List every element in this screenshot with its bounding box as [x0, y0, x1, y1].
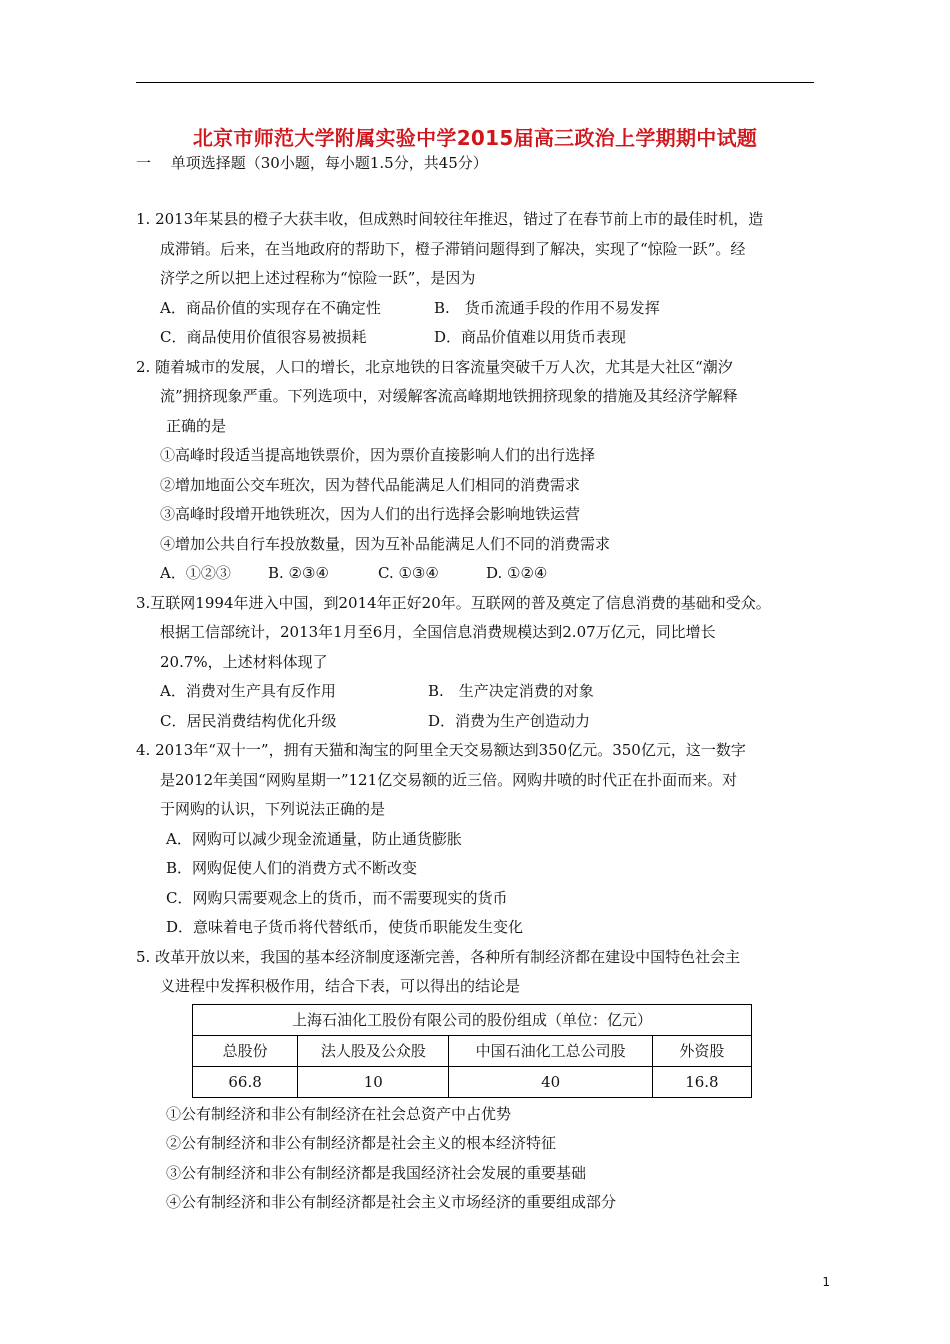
- table-header-row: [193, 1035, 752, 1066]
- table-row: [193, 1066, 752, 1097]
- option-d: D．商品价值难以用货币表现: [434, 328, 627, 346]
- table-header-cell: 外资股: [652, 1035, 751, 1066]
- statement-item: ②增加地面公交车班次，因为替代品能满足人们相同的消费需求: [160, 475, 581, 494]
- header-rule: [136, 82, 814, 83]
- table-cell: 10: [298, 1066, 449, 1097]
- option-a: A．①②③: [160, 564, 231, 582]
- option-d: D．消费为生产创造动力: [428, 711, 591, 730]
- option-b: B. 货币流通手段的作用不易发挥: [434, 298, 660, 317]
- question-3-line: 3.互联网1994年进入中国，到2014年正好20年。互联网的普及奠定了信息消费的基础和受众。: [136, 593, 771, 612]
- statement-item: ③高峰时段增开地铁班次，因为人们的出行选择会影响地铁运营: [160, 505, 581, 523]
- question-3-options-row: [136, 677, 826, 707]
- question-4-line: 于网购的认识，下列说法正确的是: [160, 800, 386, 818]
- question-1-options-row: [136, 323, 826, 353]
- option-b: B. 生产决定消费的对象: [428, 682, 594, 700]
- table-header-cell: 中国石油化工总公司股: [449, 1035, 652, 1066]
- statement-item: ④公有制经济和非公有制经济都是社会主义市场经济的重要组成部分: [166, 1193, 617, 1211]
- statement-item: ①高峰时段适当提高地铁票价，因为票价直接影响人们的出行选择: [160, 446, 596, 464]
- statement-item: ②公有制经济和非公有制经济都是社会主义的根本经济特征: [166, 1134, 557, 1152]
- question-5-line: 5. 改革开放以来，我国的基本经济制度逐渐完善，各种所有制经济都在建设中国特色社会主: [136, 947, 741, 966]
- question-3-options-row: [136, 707, 826, 737]
- table-header-cell: 总股份: [193, 1035, 298, 1066]
- option-d: D．意味着电子货币将代替纸币，使货币职能发生变化: [166, 918, 524, 936]
- question-1-options-row: [136, 294, 826, 324]
- option-a: A．消费对生产具有反作用: [160, 682, 336, 700]
- option-c: C．商品使用价值很容易被损耗: [160, 328, 367, 346]
- question-1-line: 济学之所以把上述过程称为“惊险一跃”，是因为: [160, 269, 476, 287]
- question-3-line: 20.7%，上述材料体现了: [160, 652, 328, 671]
- shareholding-table: [192, 1004, 752, 1098]
- section-heading: 一 单项选择题（30小题，每小题1.5分，共45分）: [136, 154, 488, 172]
- table-cell: 40: [449, 1066, 652, 1097]
- statement-item: ③公有制经济和非公有制经济都是我国经济社会发展的重要基础: [166, 1163, 587, 1182]
- question-2-options-row: [136, 559, 826, 589]
- question-1: [136, 205, 826, 353]
- question-3-line: 根据工信部统计，2013年1月至6月，全国信息消费规模达到2.07万亿元，同比增长: [160, 623, 716, 641]
- question-1-line: 1. 2013年某县的橙子大获丰收，但成熟时间较往年推迟，错过了在春节前上市的最佳时机，造: [136, 210, 764, 228]
- question-2-line: 流”拥挤现象严重。下列选项中，对缓解客流高峰期地铁拥挤现象的措施及其经济学解释: [160, 387, 738, 405]
- option-c: C. ①③④: [378, 564, 439, 582]
- questions: [136, 205, 826, 1218]
- question-1-line: 成滞销。后来，在当地政府的帮助下，橙子滞销问题得到了解决，实现了“惊险一跃”。经: [160, 239, 746, 258]
- option-b: B．网购促使人们的消费方式不断改变: [166, 859, 418, 877]
- option-a: A．网购可以减少现金流通量，防止通货膨胀: [166, 829, 462, 848]
- question-4-line: 是2012年美国“网购星期一”121亿交易额的近三倍。网购井喷的时代正在扑面而来。对: [160, 770, 738, 789]
- table-cell: 16.8: [652, 1066, 751, 1097]
- page-number: 1: [822, 1275, 830, 1289]
- question-2-line: 2. 随着城市的发展，人口的增长，北京地铁的日客流量突破千万人次，尤其是大社区“潮汐: [136, 357, 733, 376]
- question-4-line: 4. 2013年“双十一”，拥有天猫和淘宝的阿里全天交易额达到350亿元。350亿元，这一数字: [136, 741, 746, 759]
- option-b: B. ②③④: [268, 564, 329, 582]
- question-3: [136, 589, 826, 737]
- option-d: D. ①②④: [486, 564, 548, 582]
- question-2: [136, 353, 826, 589]
- statement-item: ①公有制经济和非公有制经济在社会总资产中占优势: [166, 1104, 512, 1123]
- table-cell: 66.8: [193, 1066, 298, 1097]
- table-caption: 上海石油化工股份有限公司的股份组成（单位：亿元）: [193, 1004, 752, 1035]
- option-a: A．商品价值的实现存在不确定性: [160, 298, 381, 317]
- page-title: 北京市师范大学附属实验中学2015届高三政治上学期期中试题: [192, 126, 758, 150]
- option-c: C．网购只需要观念上的货币，而不需要现实的货币: [166, 888, 508, 907]
- option-c: C．居民消费结构优化升级: [160, 711, 337, 730]
- table-header-cell: 法人股及公众股: [298, 1035, 449, 1066]
- question-5-line: 义进程中发挥积极作用，结合下表，可以得出的结论是: [160, 977, 521, 995]
- statement-item: ④增加公共自行车投放数量，因为互补品能满足人们不同的消费需求: [160, 534, 611, 553]
- question-4: [136, 736, 826, 943]
- question-5: [136, 943, 826, 1218]
- question-2-line: 正确的是: [166, 416, 227, 435]
